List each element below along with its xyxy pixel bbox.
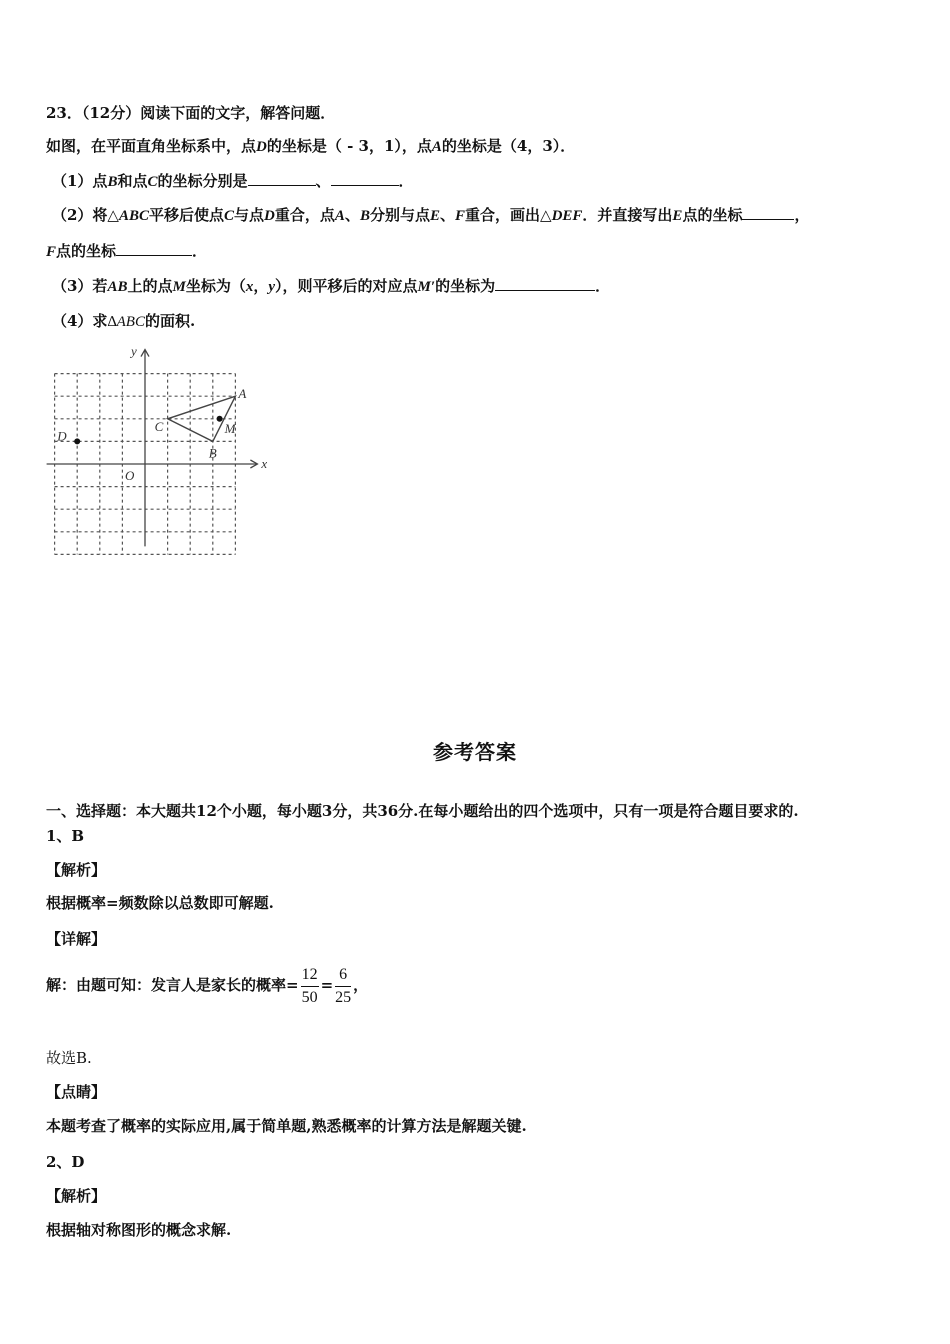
question-23-part2-cont: [46, 241, 207, 262]
question-23-part3: [52, 276, 610, 297]
text: 平移后使点: [149, 206, 225, 224]
coordinate-grid-figure: [40, 338, 280, 568]
var-y: y: [268, 279, 276, 295]
question-23-part1: [52, 171, 414, 192]
text: 上的点: [127, 277, 173, 295]
text: 重合，画出△: [465, 206, 552, 224]
text: 与点: [234, 206, 265, 224]
answer-blank[interactable]: [331, 171, 399, 186]
answer-2-label: 2、D: [46, 1153, 85, 1171]
text: （1）点: [52, 172, 108, 190]
text: 重合，点: [274, 206, 335, 224]
text: （2）将△: [52, 206, 119, 224]
text: 的坐标是（4，3）．: [441, 137, 576, 155]
var-c: C: [224, 208, 235, 224]
var-abc: ABC: [118, 208, 149, 224]
var-a: A: [334, 208, 345, 224]
label-m: M: [224, 420, 236, 436]
var-triangle-abc: ∆ABC: [107, 314, 145, 330]
numerator: 12: [301, 966, 319, 987]
fraction-12-50: [301, 966, 319, 1007]
analysis-tag: 【解析】: [46, 1187, 107, 1205]
answers-title: 参考答案: [433, 740, 517, 764]
question-23-part4: [52, 311, 195, 332]
label-o: O: [125, 468, 135, 483]
text: ，: [794, 206, 810, 224]
text: ．: [398, 172, 414, 190]
var-b: B: [107, 174, 118, 190]
text: 、: [315, 172, 331, 190]
text: 的坐标是（ - 3，1），点: [266, 137, 432, 155]
text: ，: [353, 976, 369, 994]
answer-blank[interactable]: [495, 276, 595, 291]
text: ），则平移后的对应点: [275, 277, 418, 295]
text: （3）若: [52, 277, 108, 295]
text: 解：由题可知：发言人是家长的概率=: [46, 976, 299, 994]
label-y: y: [131, 343, 137, 359]
question-23-title: [46, 103, 335, 123]
text: ，: [253, 277, 269, 295]
text: 点的坐标: [56, 242, 117, 260]
text: 、: [344, 206, 360, 224]
answer-2-analysis: 根据轴对称图形的概念求解.: [46, 1221, 232, 1239]
var-c: C: [147, 174, 158, 190]
text: ．: [192, 242, 208, 260]
label-b: B: [208, 445, 217, 461]
answer-1-analysis: 根据概率=频数除以总数即可解题.: [46, 894, 274, 912]
text: 的坐标分别是: [157, 172, 248, 190]
analysis-tag: 【解析】: [46, 861, 107, 879]
fraction-6-25: [335, 966, 351, 1007]
answer-blank[interactable]: [116, 241, 192, 256]
text: 坐标为（: [185, 277, 246, 295]
answer-1-label: 1、B: [46, 827, 85, 845]
comment-tag: 【点睛】: [46, 1083, 107, 1101]
text: 和点: [117, 172, 148, 190]
text: 、: [439, 206, 455, 224]
text: 分别与点: [369, 206, 430, 224]
var-b: B: [359, 208, 370, 224]
var-def: DEF: [551, 208, 583, 224]
answer-blank[interactable]: [248, 171, 316, 186]
label-d: D: [57, 428, 67, 444]
text: 23．（12分）阅读下面的文字，解答问题．: [46, 104, 336, 122]
text: 的坐标为: [435, 277, 496, 295]
denominator: 50: [301, 988, 318, 1006]
answer-1-detail: [46, 962, 368, 1008]
text: ．并直接写出: [582, 206, 673, 224]
detail-tag: 【详解】: [46, 930, 107, 948]
var-f: F: [455, 208, 466, 224]
text: =: [320, 976, 334, 994]
point-d-dot: [74, 438, 80, 444]
answer-1-choice: 故选B.: [46, 1049, 92, 1067]
label-a: A: [238, 386, 247, 402]
question-23-part2: [52, 205, 809, 226]
var-d: D: [256, 139, 267, 155]
text: （4）求: [52, 312, 108, 330]
label-x: x: [261, 456, 268, 471]
axes: [47, 350, 258, 547]
answer-blank[interactable]: [742, 205, 794, 220]
numerator: 6: [335, 966, 351, 987]
point-labels: [56, 344, 267, 483]
var-ab: AB: [107, 279, 128, 295]
question-23-intro: [46, 136, 575, 157]
var-m-prime: M′: [417, 279, 436, 295]
denominator: 25: [335, 988, 352, 1006]
point-m-dot: [217, 416, 223, 422]
text: 点的坐标: [682, 206, 743, 224]
var-m: M: [172, 279, 186, 295]
var-d: D: [264, 208, 275, 224]
var-f: F: [46, 244, 57, 260]
answer-1-comment: 本题考查了概率的实际应用,属于简单题,熟悉概率的计算方法是解题关键.: [46, 1117, 527, 1135]
text: ．: [595, 277, 611, 295]
label-c: C: [154, 418, 164, 434]
answers-section-1: 一、选择题：本大题共12个小题，每小题3分，共36分.在每小题给出的四个选项中，只有一项是符合题目要求的.: [46, 802, 799, 820]
var-e: E: [429, 208, 440, 224]
var-a: A: [431, 139, 442, 155]
text: 如图，在平面直角坐标系中，点: [46, 137, 257, 155]
text: 的面积.: [144, 312, 196, 330]
var-e: E: [672, 208, 683, 224]
var-x: x: [245, 279, 254, 295]
